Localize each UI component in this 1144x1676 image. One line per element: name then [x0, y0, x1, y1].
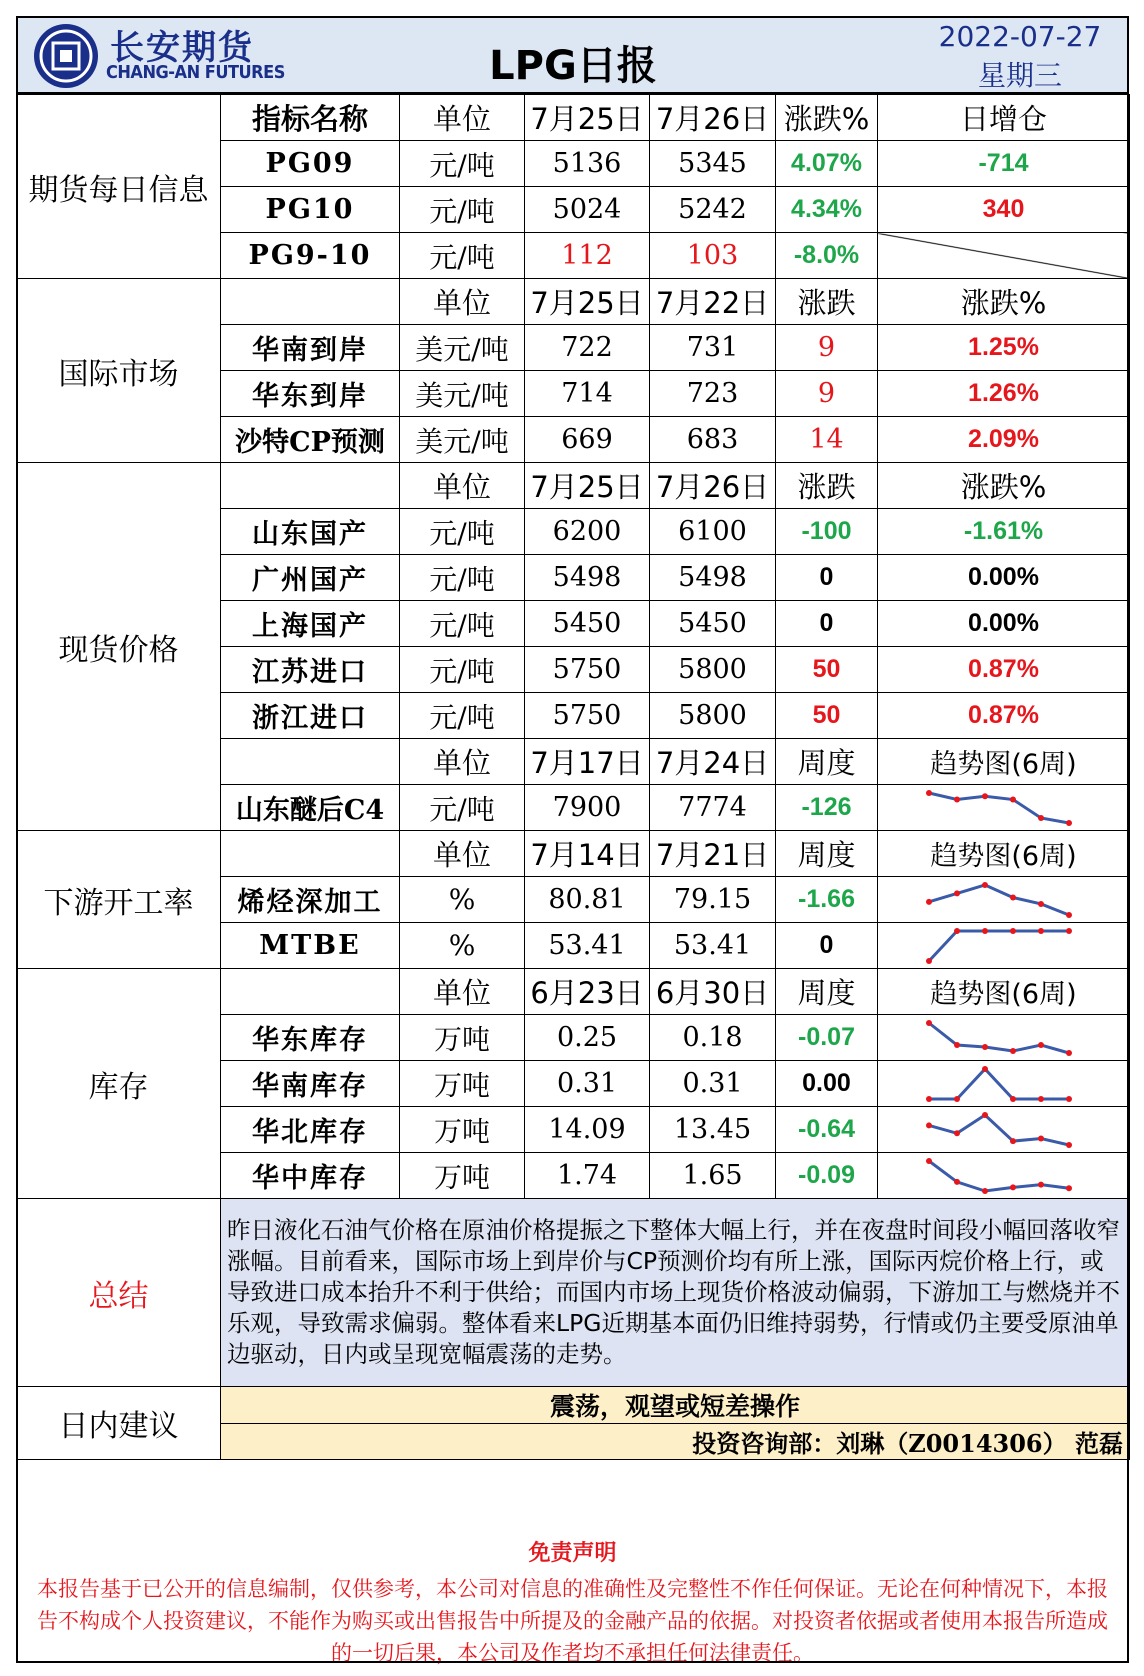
row-change-pct: 1.25% [878, 325, 1130, 371]
row-name: 广州国产 [221, 555, 400, 601]
col-header-date1: 7月25日 [525, 95, 650, 141]
row-change-pct: 0.00% [878, 601, 1130, 647]
row-unit: 美元/吨 [400, 417, 525, 463]
brand-name-cn: 长安期货 [110, 28, 254, 68]
row-name: 华北库存 [221, 1107, 400, 1153]
row-value2: 103 [650, 233, 776, 279]
col-header-change: 涨跌 [776, 279, 878, 325]
row-unit: 元/吨 [400, 509, 525, 555]
row-unit: % [400, 923, 525, 969]
row-name: 浙江进口 [221, 693, 400, 739]
row-value1: 0.25 [525, 1015, 650, 1061]
row-unit: 元/吨 [400, 233, 525, 279]
row-unit: 万吨 [400, 1015, 525, 1061]
page-border [16, 16, 1129, 1663]
disclaimer-body: 本报告基于已公开的信息编制，仅供参考，本公司对信息的准确性及完整性不作任何保证。无论在何种情况下，本报告不构成个人投资建议，不能作为购买或出售报告中所提及的金融产品的依据。对投资者依据或者使用本报告所造成的一切后果，本公司及作者均不承担任何法律责任。 [37, 1577, 1108, 1665]
row-value2: 731 [650, 325, 776, 371]
row-change: 4.07% [776, 141, 878, 187]
row-unit: 万吨 [400, 1107, 525, 1153]
row-name: PG10 [221, 187, 400, 233]
col-header-date2: 7月22日 [650, 279, 776, 325]
row-value2: 0.31 [650, 1061, 776, 1107]
section-inventory-label: 库存 [17, 969, 221, 1199]
col-header-name: 指标名称 [221, 95, 400, 141]
row-value2: 1.65 [650, 1153, 776, 1199]
row-value2: 683 [650, 417, 776, 463]
col-header-unit: 单位 [400, 739, 525, 785]
row-change: 0.00 [776, 1061, 878, 1107]
row-name: 华中库存 [221, 1153, 400, 1199]
section-intl-label: 国际市场 [17, 279, 221, 463]
row-name: 烯烃深加工 [221, 877, 400, 923]
row-change-pct: 0.87% [878, 647, 1130, 693]
row-change: 0 [776, 923, 878, 969]
row-change: -100 [776, 509, 878, 555]
row-value1: 80.81 [525, 877, 650, 923]
col-header-date2: 7月24日 [650, 739, 776, 785]
row-change: -8.0% [776, 233, 878, 279]
row-value2: 5800 [650, 647, 776, 693]
section-futures-label: 期货每日信息 [17, 95, 221, 279]
row-change: 50 [776, 647, 878, 693]
col-header-date2: 7月21日 [650, 831, 776, 877]
row-oi: 340 [878, 187, 1130, 233]
row-value2: 53.41 [650, 923, 776, 969]
row-change: 50 [776, 693, 878, 739]
col-header-trend: 趋势图(6周) [878, 831, 1130, 877]
row-unit: 美元/吨 [400, 325, 525, 371]
row-change: 9 [776, 325, 878, 371]
row-value1: 5136 [525, 141, 650, 187]
summary-text: 昨日液化石油气价格在原油价格提振之下整体大幅上行，并在夜盘时间段小幅回落收窄涨幅。目前看来，国际市场上到岸价与CP预测价均有所上涨，国际丙烷价格上行，或导致进口成本抬升不利于供给；而国内市场上现货价格波动偏弱，下游加工与燃烧并不乐观，导致需求偏弱。整体看来LPG近期基本面仍旧维持弱势，行情或仍主要受原油单边驱动，日内或呈现宽幅震荡的走势。 [221, 1199, 1130, 1387]
row-name: 沙特CP预测 [221, 417, 400, 463]
col-header-change-pct: 涨跌% [878, 463, 1130, 509]
col-header-change-pct: 涨跌% [776, 95, 878, 141]
row-value1: 5450 [525, 601, 650, 647]
row-unit: 元/吨 [400, 601, 525, 647]
col-header-date1: 7月25日 [525, 463, 650, 509]
report-title: LPG日报 [489, 43, 657, 89]
row-name: PG09 [221, 141, 400, 187]
row-name: 华南库存 [221, 1061, 400, 1107]
row-change-pct: 1.26% [878, 371, 1130, 417]
row-name: PG9-10 [221, 233, 400, 279]
row-change-pct: 0.00% [878, 555, 1130, 601]
row-unit: 元/吨 [400, 141, 525, 187]
advice-text: 震荡，观望或短差操作 [221, 1387, 1130, 1424]
col-header-unit: 单位 [400, 831, 525, 877]
row-change-pct: 0.87% [878, 693, 1130, 739]
row-value1: 5024 [525, 187, 650, 233]
col-header-date1: 7月17日 [525, 739, 650, 785]
row-unit: 万吨 [400, 1153, 525, 1199]
col-header-weekly: 周度 [776, 831, 878, 877]
section-downstream-label: 下游开工率 [17, 831, 221, 969]
col-header-date2: 7月26日 [650, 95, 776, 141]
row-unit: 元/吨 [400, 187, 525, 233]
row-unit: 元/吨 [400, 785, 525, 831]
row-value2: 7774 [650, 785, 776, 831]
brand-name-en: CHANG-AN FUTURES [106, 62, 285, 83]
row-change-pct: 2.09% [878, 417, 1130, 463]
row-change: -0.64 [776, 1107, 878, 1153]
row-value1: 5498 [525, 555, 650, 601]
row-change: 14 [776, 417, 878, 463]
col-header-unit: 单位 [400, 279, 525, 325]
col-header-date1: 7月14日 [525, 831, 650, 877]
row-change: -126 [776, 785, 878, 831]
row-unit: 美元/吨 [400, 371, 525, 417]
row-value1: 1.74 [525, 1153, 650, 1199]
row-change: 9 [776, 371, 878, 417]
row-name: 华南到岸 [221, 325, 400, 371]
row-change-pct: -1.61% [878, 509, 1130, 555]
col-header-change-pct: 涨跌% [878, 279, 1130, 325]
report-weekday: 星期三 [977, 59, 1062, 92]
row-name: 山东醚后C4 [221, 785, 400, 831]
col-header-weekly: 周度 [776, 739, 878, 785]
row-value1: 714 [525, 371, 650, 417]
row-value1: 5750 [525, 647, 650, 693]
row-name: 上海国产 [221, 601, 400, 647]
col-header-unit: 单位 [400, 463, 525, 509]
row-change: 4.34% [776, 187, 878, 233]
row-oi: -714 [878, 141, 1130, 187]
section-spot-label: 现货价格 [17, 463, 221, 831]
col-header-date2: 6月30日 [650, 969, 776, 1015]
row-name: 江苏进口 [221, 647, 400, 693]
row-value2: 5345 [650, 141, 776, 187]
row-value1: 53.41 [525, 923, 650, 969]
row-value2: 5800 [650, 693, 776, 739]
row-name: 华东库存 [221, 1015, 400, 1061]
row-value1: 722 [525, 325, 650, 371]
col-header-unit: 单位 [400, 969, 525, 1015]
row-unit: 元/吨 [400, 647, 525, 693]
row-change: -1.66 [776, 877, 878, 923]
col-header-date1: 6月23日 [525, 969, 650, 1015]
summary-label: 总结 [17, 1199, 221, 1387]
disclaimer-title: 免责声明 [528, 1540, 617, 1566]
row-unit: 元/吨 [400, 555, 525, 601]
row-value2: 0.18 [650, 1015, 776, 1061]
col-header-trend: 趋势图(6周) [878, 739, 1130, 785]
row-change: 0 [776, 555, 878, 601]
col-header-oi-change: 日增仓 [878, 95, 1130, 141]
row-value2: 79.15 [650, 877, 776, 923]
row-unit: 万吨 [400, 1061, 525, 1107]
col-header-date2: 7月26日 [650, 463, 776, 509]
row-value1: 669 [525, 417, 650, 463]
row-value1: 7900 [525, 785, 650, 831]
row-unit: % [400, 877, 525, 923]
row-value1: 14.09 [525, 1107, 650, 1153]
report-date: 2022-07-27 [938, 20, 1102, 53]
row-value1: 5750 [525, 693, 650, 739]
row-name: 山东国产 [221, 509, 400, 555]
row-change: -0.07 [776, 1015, 878, 1061]
col-header-trend: 趋势图(6周) [878, 969, 1130, 1015]
row-value2: 723 [650, 371, 776, 417]
consult-team: 投资咨询部：刘琳（Z0014306） 范磊 [221, 1424, 1130, 1460]
row-name: MTBE [221, 923, 400, 969]
row-value2: 5450 [650, 601, 776, 647]
row-value2: 13.45 [650, 1107, 776, 1153]
row-value2: 6100 [650, 509, 776, 555]
row-name: 华东到岸 [221, 371, 400, 417]
row-value1: 6200 [525, 509, 650, 555]
col-header-unit: 单位 [400, 95, 525, 141]
col-header-weekly: 周度 [776, 969, 878, 1015]
row-value1: 112 [525, 233, 650, 279]
col-header-change: 涨跌 [776, 463, 878, 509]
row-value1: 0.31 [525, 1061, 650, 1107]
row-change: 0 [776, 601, 878, 647]
row-change: -0.09 [776, 1153, 878, 1199]
row-unit: 元/吨 [400, 693, 525, 739]
row-value2: 5498 [650, 555, 776, 601]
col-header-date1: 7月25日 [525, 279, 650, 325]
row-value2: 5242 [650, 187, 776, 233]
advice-label: 日内建议 [17, 1387, 221, 1460]
